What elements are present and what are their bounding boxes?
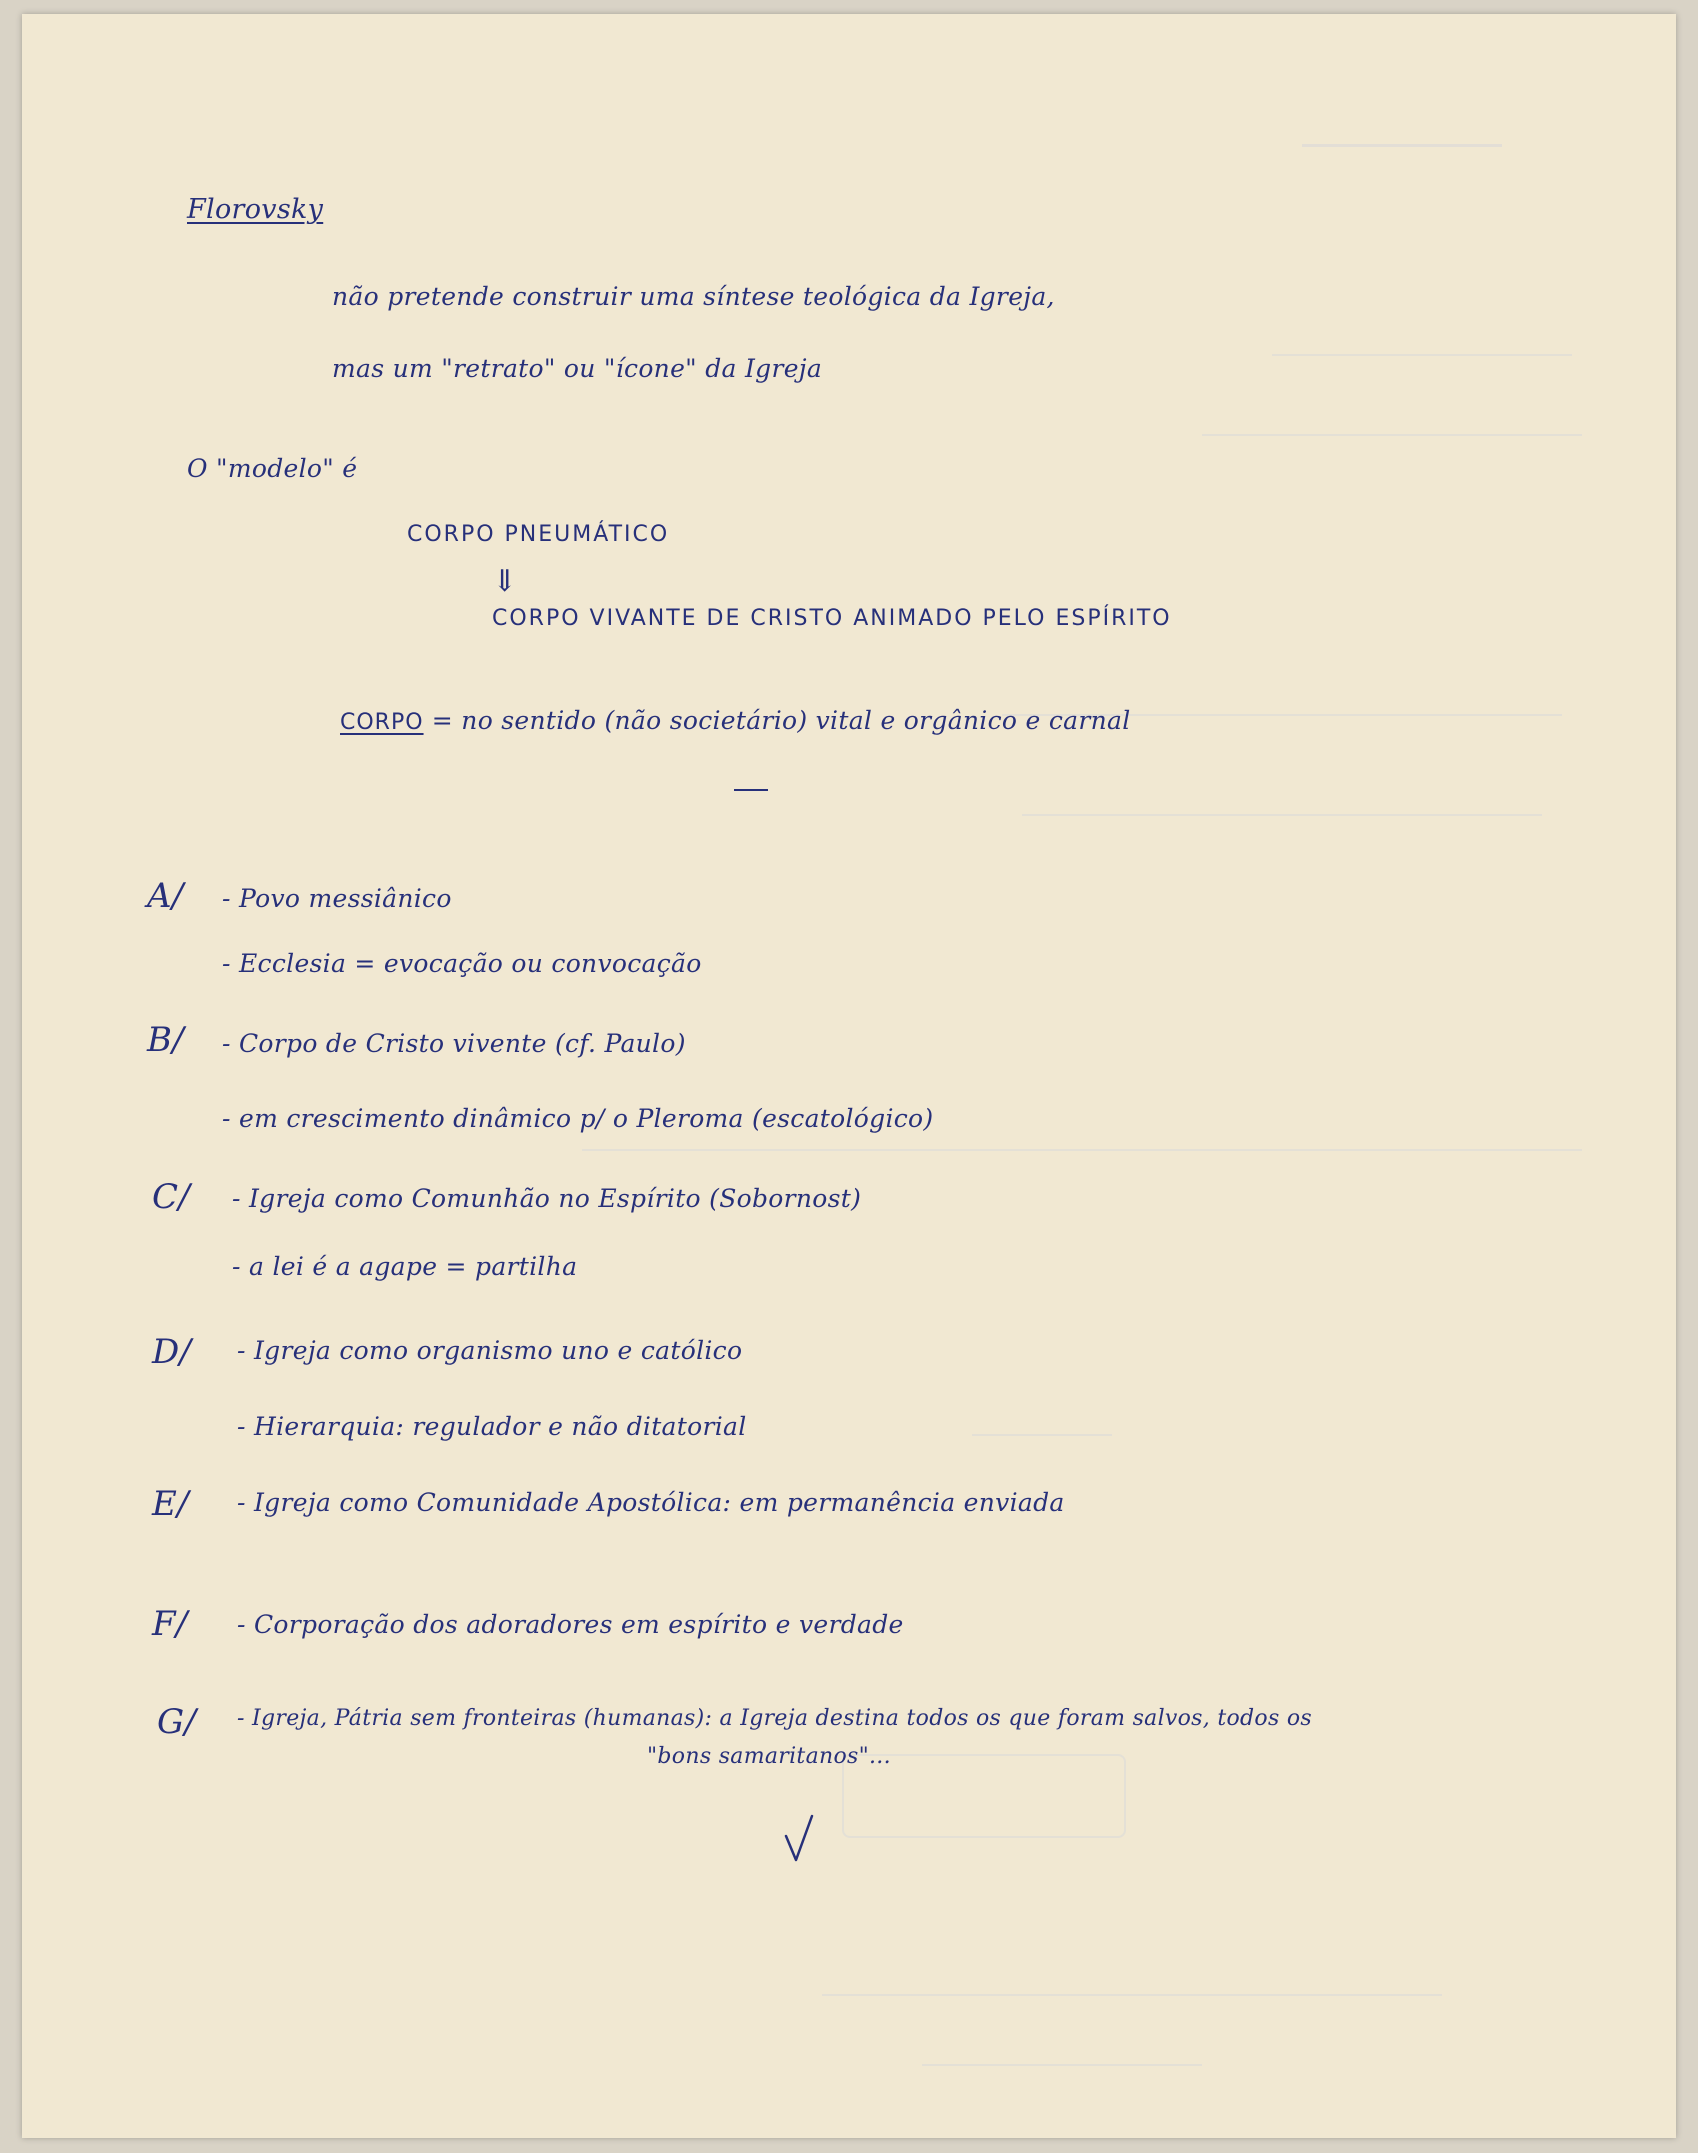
bleed-through-mark: [922, 2064, 1202, 2066]
item-label: B/: [147, 1020, 185, 1060]
bleed-through-mark: [1302, 114, 1502, 147]
corpo-definition-rest: = no sentido (não societário) vital e orgânico e carnal: [423, 706, 1131, 735]
item-label: D/: [152, 1332, 192, 1372]
item-label: E/: [152, 1484, 189, 1524]
item-line: - Igreja, Pátria sem fronteiras (humanas): a Igreja destina todos os que foram salvos, todos os: [237, 1706, 1312, 1731]
item-line: - Ecclesia = evocação ou convocação: [222, 949, 702, 978]
section-separator: [734, 789, 768, 791]
intro-line-2: mas um "retrato" ou "ícone" da Igreja: [332, 354, 823, 383]
corpo-word: CORPO: [340, 710, 424, 735]
item-line: - Igreja como Comunidade Apostólica: em permanência enviada: [237, 1488, 1065, 1517]
item-line: - Corpo de Cristo vivente (cf. Paulo): [222, 1029, 686, 1058]
item-label: A/: [147, 876, 184, 916]
intro-line-1: não pretende construir uma síntese teológica da Igreja,: [332, 282, 1055, 311]
corpo-pneumatico: CORPO PNEUMÁTICO: [407, 522, 670, 547]
bleed-through-mark: [582, 1149, 1582, 1151]
item-line: "bons samaritanos"...: [647, 1744, 891, 1769]
corpo-definition: [340, 706, 1131, 735]
bleed-through-mark: [822, 1994, 1442, 1996]
bleed-through-mark: [972, 1434, 1112, 1436]
bleed-through-mark: [1022, 814, 1542, 816]
item-line: - Corporação dos adoradores em espírito e verdade: [237, 1610, 904, 1639]
item-line: - a lei é a agape = partilha: [232, 1252, 578, 1281]
item-label: F/: [152, 1604, 188, 1644]
bleed-through-mark: [1272, 354, 1572, 356]
item-line: - Igreja como organismo uno e católico: [237, 1336, 743, 1365]
document-page: [22, 14, 1676, 2138]
heading: Florovsky: [187, 194, 324, 225]
item-line: - Povo messiânico: [222, 884, 452, 913]
corpo-vivente: CORPO VIVANTE DE CRISTO ANIMADO PELO ESPÍRITO: [492, 606, 1172, 631]
model-label: O "modelo" é: [187, 454, 358, 483]
check-mark-icon: [784, 1814, 814, 1864]
item-line: - Hierarquia: regulador e não ditatorial: [237, 1412, 747, 1441]
item-label: C/: [152, 1177, 191, 1217]
item-line: - Igreja como Comunhão no Espírito (Sobornost): [232, 1184, 862, 1213]
item-label: G/: [157, 1702, 197, 1742]
bleed-through-mark: [1202, 434, 1582, 436]
down-arrow-icon: ⇓: [492, 564, 518, 599]
item-line: - em crescimento dinâmico p/ o Pleroma (escatológico): [222, 1104, 934, 1133]
